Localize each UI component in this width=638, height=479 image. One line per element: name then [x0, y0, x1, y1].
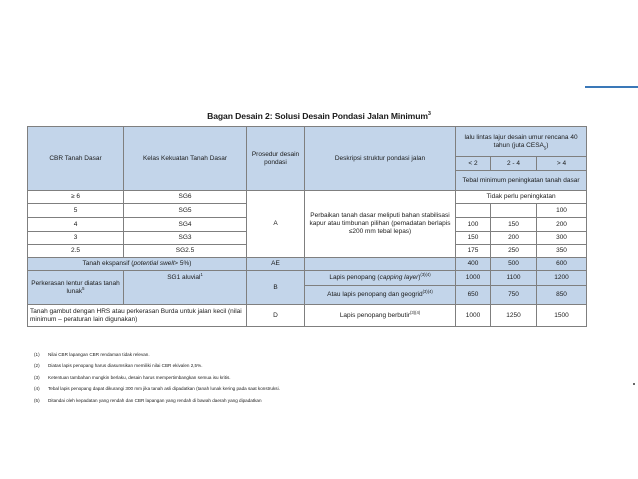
footnote-text: Ditandai oleh kepadatan yang rendah dan CBR lapangan yang rendah di bawah daerah yang dipadatkan — [48, 397, 262, 403]
soft-soil-class — [124, 271, 247, 305]
title-footnote-ref: 3 — [427, 111, 431, 118]
expansive-text-b: > 5%) — [174, 260, 192, 267]
expansive-description — [305, 258, 456, 271]
row-kelas: SG5 — [124, 204, 247, 218]
footnote-number: (3) — [34, 374, 40, 380]
capping-sup: (3)(4) — [420, 271, 431, 277]
expansive-text-italic: potential swell — [133, 260, 175, 267]
thickness-cell — [491, 204, 537, 218]
thickness-cell: 650 — [456, 286, 491, 305]
granular-text: Lapis penopang berbutir — [339, 311, 410, 319]
footnote — [34, 395, 280, 406]
row-cbr: 3 — [28, 232, 124, 245]
thickness-cell: 1200 — [537, 271, 587, 286]
row-kelas: SG6 — [124, 191, 247, 204]
geogrid-text: Atau lapis penopang dan geogrid — [327, 291, 423, 298]
granular-sup: (3)(4) — [409, 309, 421, 315]
page-title — [0, 111, 638, 121]
no-improvement: Tidak perlu peningkatan — [456, 191, 587, 204]
thickness-cell: 200 — [491, 232, 537, 245]
header-traffic-close: ) — [546, 141, 549, 149]
thickness-cell: 500 — [491, 258, 537, 271]
header-prosedur: Prosedur desain pondasi — [247, 127, 305, 191]
footnote-number: (1) — [34, 352, 40, 357]
footnote-text: Ketentuan tambahan mungkin berlaku, desain harus mempertimbangkan semua isu kritis. — [48, 374, 231, 380]
footnote-text: Tebal lapis penopang dapat dikurangi 300 mm jika tanah asli dipadatkan (tanah lunak kering pada saat konstruksi. — [48, 386, 280, 392]
thickness-cell: 100 — [537, 204, 587, 218]
description-a: Perbaikan tanah dasar meliputi bahan stabilisasi kapur atau timbunan pilihan (pemadatan berlapis ≤200 mm tebal lepas) — [305, 191, 456, 258]
header-range-low: < 2 — [456, 157, 491, 171]
footnote-number: (4) — [34, 386, 40, 392]
thickness-cell: 750 — [491, 286, 537, 305]
thickness-cell: 1250 — [491, 305, 537, 327]
row-cbr: ≥ 6 — [28, 191, 124, 204]
footnote-text: Diatas lapis penopang harus diasumsikan memiliki nilai CBR ekivalen 2,5%. — [48, 363, 203, 369]
geogrid-desc — [305, 286, 456, 305]
thickness-cell: 350 — [537, 245, 587, 258]
procedure-d: D — [247, 305, 305, 327]
thickness-cell — [456, 204, 491, 218]
page-title-text: Bagan Desain 2: Solusi Desain Pondasi Jalan Minimum — [207, 111, 428, 121]
capping-text-b: ) — [418, 274, 421, 281]
row-cbr: 4 — [28, 218, 124, 232]
soft-soil-text: Perkerasan lentur diatas tanah lunak — [31, 279, 120, 295]
row-kelas: SG2.5 — [124, 245, 247, 258]
header-cbr: CBR Tanah Dasar — [28, 127, 124, 191]
header-traffic-text: lalu lintas lajur desain umur rencana 40 tahun (juta CESA — [464, 133, 578, 149]
capping-text-a: Lapis penopang ( — [329, 274, 380, 281]
thickness-cell: 1000 — [456, 271, 491, 286]
soft-soil-class-sup: 1 — [200, 271, 203, 277]
thickness-cell: 200 — [537, 218, 587, 232]
header-traffic-sub: 5 — [543, 144, 547, 150]
foundation-design-table — [27, 126, 587, 327]
procedure-b: B — [247, 271, 305, 305]
accent-line — [585, 86, 638, 88]
thickness-cell: 600 — [537, 258, 587, 271]
procedure-ae: AE — [247, 258, 305, 271]
footnote-number: (2) — [34, 363, 40, 369]
thickness-cell: 400 — [456, 258, 491, 271]
footnote-text: Nilai CBR lapangan CBR rendaman tidak relevan. — [48, 352, 150, 357]
thickness-cell: 850 — [537, 286, 587, 305]
thickness-cell: 250 — [491, 245, 537, 258]
expansive-text-a: Tanah ekspansif ( — [82, 260, 134, 267]
thickness-cell: 100 — [456, 218, 491, 232]
thickness-cell: 1000 — [456, 305, 491, 327]
footnote — [34, 383, 280, 394]
thickness-cell: 175 — [456, 245, 491, 258]
header-kelas: Kelas Kekuatan Tanah Dasar — [124, 127, 247, 191]
row-cbr: 2.5 — [28, 245, 124, 258]
expansive-soil-label — [28, 258, 247, 271]
header-range-mid: 2 - 4 — [491, 157, 537, 171]
soft-soil-label — [28, 271, 124, 305]
capping-text-italic: capping layer — [379, 274, 419, 281]
geogrid-sup: (3)(4) — [422, 288, 433, 294]
thickness-cell: 300 — [537, 232, 587, 245]
header-deskripsi: Deskripsi struktur pondasi jalan — [305, 127, 456, 191]
footnotes — [34, 349, 280, 406]
thickness-cell: 1500 — [537, 305, 587, 327]
soft-soil-class-text: SG1 aluvial — [167, 274, 201, 281]
thickness-cell: 1100 — [491, 271, 537, 286]
peat-soil-label: Tanah gambut dengan HRS atau perkerasan Burda untuk jalan kecil (nilai minimum – peraturan lain digunakan) — [28, 305, 247, 327]
footnote-number: (5) — [34, 397, 40, 403]
row-kelas: SG4 — [124, 218, 247, 232]
soft-soil-sup: 5 — [82, 285, 85, 291]
row-kelas: SG3 — [124, 232, 247, 245]
thickness-cell: 150 — [456, 232, 491, 245]
granular-capping-desc — [305, 305, 456, 327]
header-traffic — [456, 127, 587, 157]
footnote — [34, 349, 280, 360]
header-tebal: Tebal minimum peningkatan tanah dasar — [456, 171, 587, 191]
capping-layer-desc — [305, 271, 456, 286]
procedure-a: A — [247, 191, 305, 258]
row-cbr: 5 — [28, 204, 124, 218]
footnote — [34, 372, 280, 383]
thickness-cell: 150 — [491, 218, 537, 232]
header-range-high: > 4 — [537, 157, 587, 171]
edge-dot — [633, 383, 635, 385]
footnote — [34, 360, 280, 371]
